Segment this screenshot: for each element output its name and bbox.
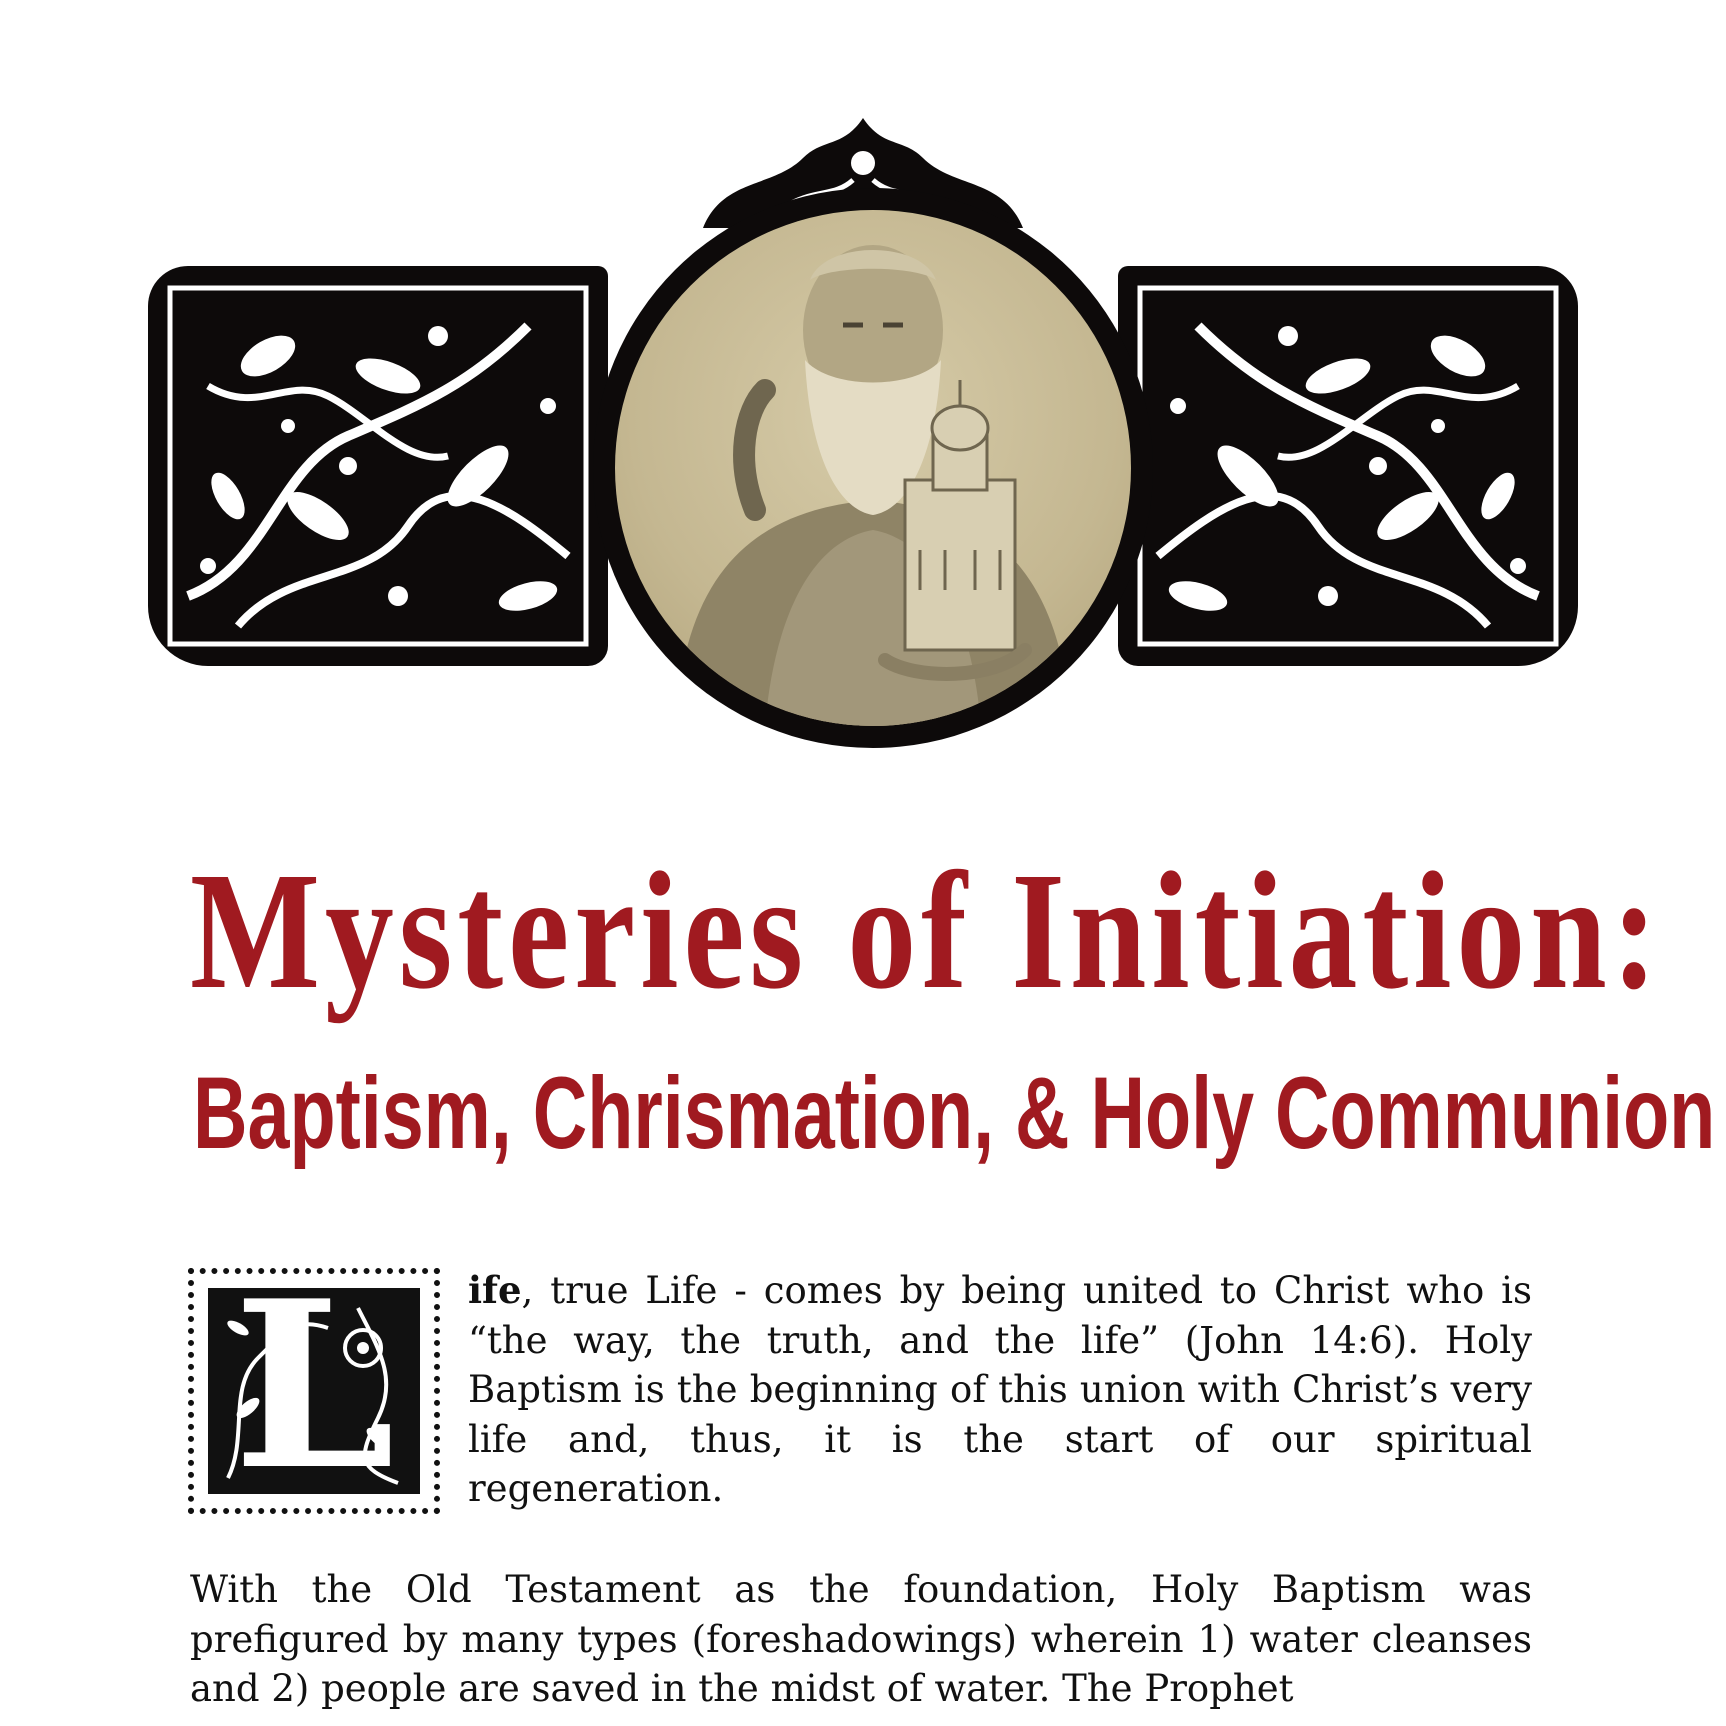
body-paragraph: With the Old Testament as the foundation, Holy Baptism was prefigured by many types (foreshadowings) wherein 1) water cleanses and 2) people are saved in the midst of water. The Prophet: [190, 1568, 1532, 1710]
page-subtitle: Baptism, Chrismation, & Holy Communion: [193, 1056, 1716, 1170]
portrait-frame: [593, 188, 1153, 748]
dropcap-letter: L: [233, 1288, 395, 1494]
floral-ornament-icon: [148, 266, 608, 666]
dropcap-box: [188, 1268, 440, 1514]
intro-text: , true Life - comes by being united to Christ who is “the way, the truth, and the life” (John 14:6). Holy Baptism is the beginning of this union with Christ’s very life and, thus, it is the start of our spiritual regeneration.: [468, 1269, 1532, 1510]
intro-paragraph: [468, 1266, 1532, 1514]
intro-lead: ife: [468, 1268, 522, 1312]
saint-portrait-icon: [615, 210, 1131, 726]
ornamental-banner: [148, 118, 1578, 768]
page-title: Mysteries of Initiation:: [190, 838, 1663, 1024]
floral-ornament-icon: [1118, 266, 1578, 666]
floral-dropcap-icon: [208, 1288, 420, 1494]
